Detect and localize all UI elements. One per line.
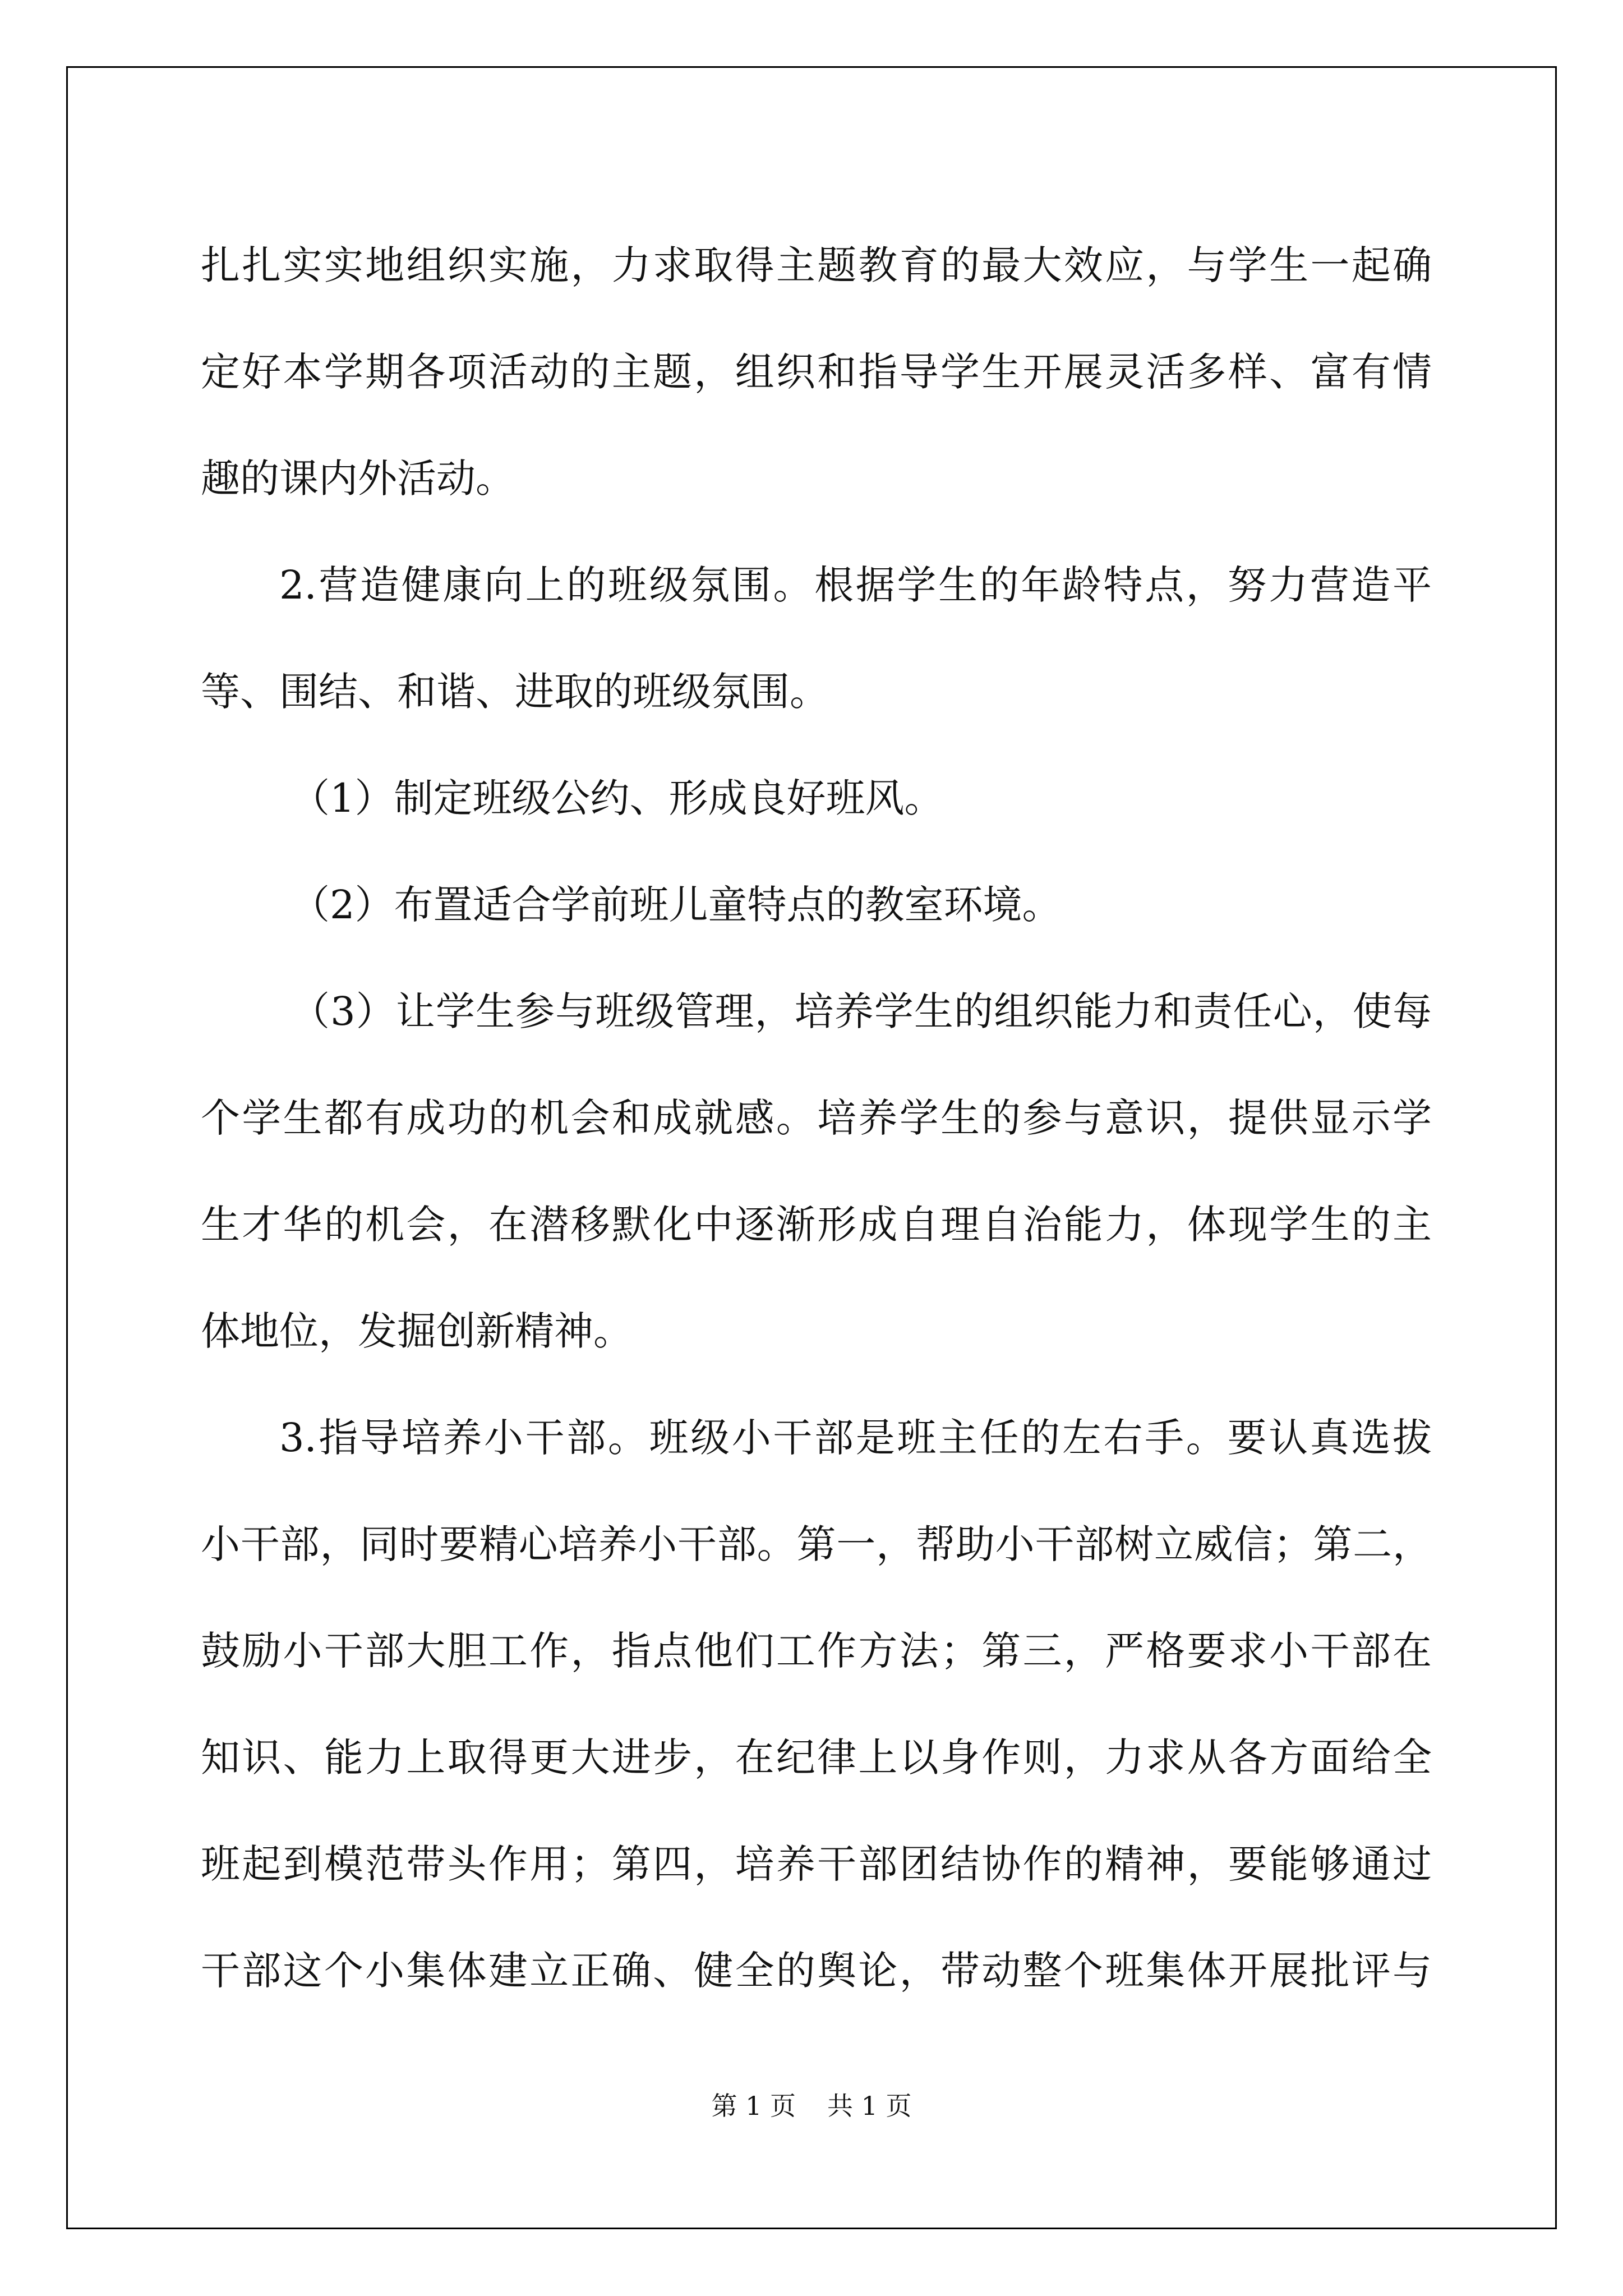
page-number: 第 1 页 [711,2091,796,2121]
document-body [201,212,1432,2024]
text-line: 体地位，发掘创新精神。 [201,1308,633,1354]
text-line: 个学生都有成功的机会和成就感。培养学生的参与意识，提供显示学 [201,1095,1432,1141]
text-line: 知识、能力上取得更大进步，在纪律上以身作则，力求从各方面给全 [201,1734,1432,1780]
text-line: 小干部，同时要精心培养小干部。第一，帮助小干部树立威信；第二， [201,1521,1432,1567]
text-line: 干部这个小集体建立正确、健全的舆论，带动整个班集体开展批评与 [201,1948,1432,1994]
text-line: （1）制定班级公约、形成良好班风。 [291,775,944,821]
text-line: 等、围结、和谐、进取的班级氛围。 [201,669,829,715]
text-line: （3）让学生参与班级管理，培养学生的组织能力和责任心，使每 [291,988,1432,1034]
text-line: 定好本学期各项活动的主题，组织和指导学生开展灵活多样、富有情 [201,349,1432,395]
text-line: 鼓励小干部大胆工作，指点他们工作方法；第三，严格要求小干部在 [201,1628,1432,1674]
text-line: 班起到模范带头作用；第四，培养干部团结协作的精神，要能够通过 [201,1841,1432,1887]
text-line: 3.指导培养小干部。班级小干部是班主任的左右手。要认真选拔 [279,1415,1432,1461]
text-line: 扎扎实实地组织实施，力求取得主题教育的最大效应，与学生一起确 [201,242,1432,288]
page-footer [0,2086,1623,2123]
text-line: 生才华的机会，在潜移默化中逐渐形成自理自治能力，体现学生的主 [201,1202,1432,1248]
page-total: 共 1 页 [827,2091,912,2121]
text-line: 2.营造健康向上的班级氛围。根据学生的年龄特点，努力营造平 [279,562,1432,608]
text-line: 趣的课内外活动。 [201,455,515,501]
text-line: （2）布置适合学前班儿童特点的教室环境。 [291,882,1062,928]
